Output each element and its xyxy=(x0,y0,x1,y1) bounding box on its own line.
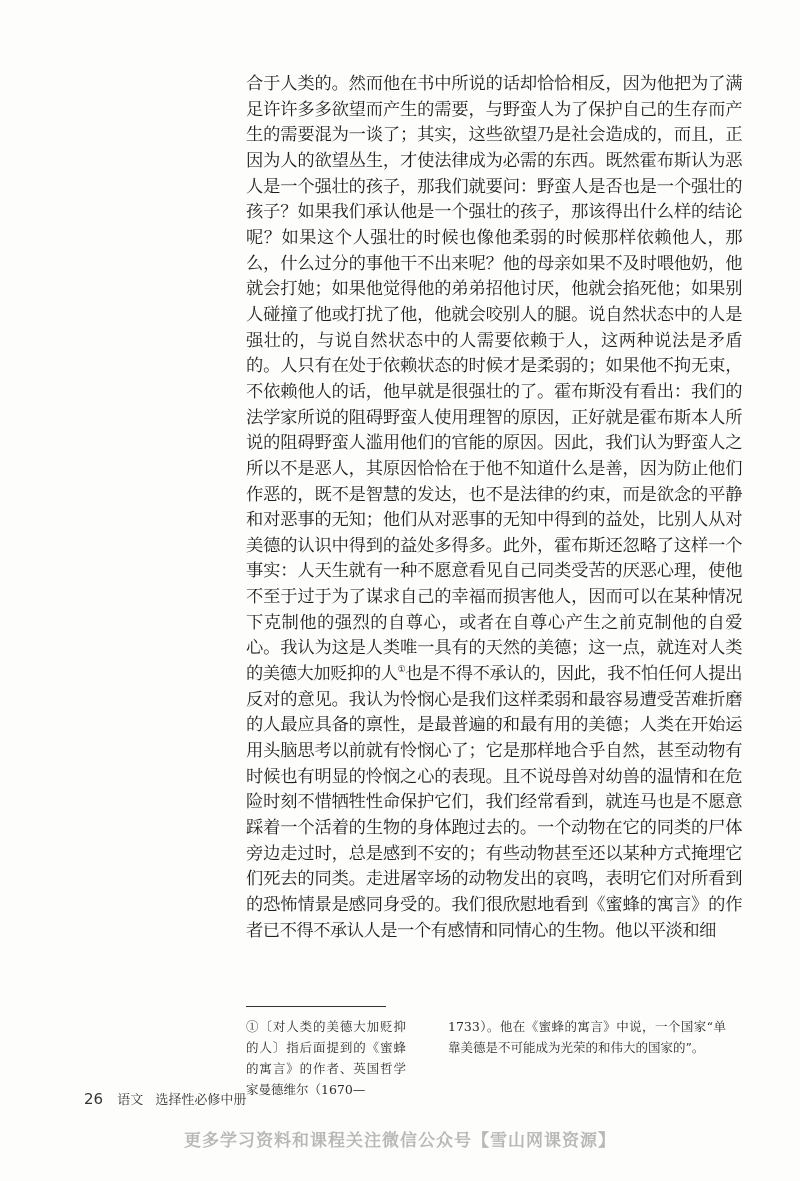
footnote-reference[interactable]: ① xyxy=(397,665,406,676)
footnote-left-column: ①〔对人类的美德大加贬抑的人〕指后面提到的《蜜蜂的寓言》的作者、英国哲学家曼德维尔（1670— xyxy=(246,1019,406,1097)
footnote-right-column: 1733）。他在《蜜蜂的寓言》中说，一个国家“单靠美德是不可能成为光荣的和伟大的国家的”。 xyxy=(448,1019,726,1055)
book-title: 选择性必修中册 xyxy=(155,1093,247,1108)
page-footer xyxy=(84,1089,246,1108)
main-text-part-2: 也是不得不承认的，因此，我不怕任何人提出反对的意见。我认为怜悯心是我们这样柔弱和最容易遭受苦难折磨的人最应具备的禀性，是最普遍的和最有用的美德；人类在开始运用头脑思考以前就有怜悯心了；它是那样地合乎自然，甚至动物有时候也有明显的怜悯之心的表现。且不说母兽对幼兽的温情和在危险时刻不惜牺牲性命保护它们，我们经常看到，就连马也是不愿意踩着一个活着的生物的身体跑过去的。一个动物在它的同类的尸体旁边走过时，总是感到不安的；有些动物甚至还以某种方式掩埋它们死去的同类。走进屠宰场的动物发出的哀鸣，表明它们对所看到的恐怖情景是感同身受的。我们很欣慰地看到《蜜蜂的寓言》的作者已不得不承认人是一个有感情和同情心的生物。他以平淡和细 xyxy=(246,664,742,941)
page-number: 26 xyxy=(84,1090,104,1108)
main-text xyxy=(246,72,742,944)
main-text-part-1: 合于人类的。然而他在书中所说的话却恰恰相反，因为他把为了满足许许多多欲望而产生的需要，与野蛮人为了保护自己的生存而产生的需要混为一谈了；其实，这些欲望乃是社会造成的，而且，正因为人的欲望丛生，才使法律成为必需的东西。既然霍布斯认为恶人是一个强壮的孩子，那我们就要问：野蛮人是否也是一个强壮的孩子？如果我们承认他是一个强壮的孩子，那该得出什么样的结论呢？如果这个人强壮的时候也像他柔弱的时候那样依赖他人，那么，什么过分的事他干不出来呢？他的母亲如果不及时喂他奶，他就会打她；如果他觉得他的弟弟招他讨厌，他就会掐死他；如果别人碰撞了他或打扰了他，他就会咬别人的腿。说自然状态中的人是强壮的，与说自然状态中的人需要依赖于人，这两种说法是矛盾的。人只有在处于依赖状态的时候才是柔弱的；如果他不拘无束，不依赖他人的话，他早就是很强壮的了。霍布斯没有看出：我们的法学家所说的阻碍野蛮人使用理智的原因，正好就是霍布斯本人所说的阻碍野蛮人滥用他们的官能的原因。因此，我们认为野蛮人之所以不是恶人，其原因恰恰在于他不知道什么是善，因为防止他们作恶的，既不是智慧的发达，也不是法律的约束，而是欲念的平静和对恶事的无知；他们从对恶事的无知中得到的益处，比别人从对美德的认识中得到的益处多得多。此外，霍布斯还忽略了这样一个事实：人天生就有一种不愿意看见自己同类受苦的厌恶心理，使他不至于过于为了谋求自己的幸福而损害他人，因而可以在某种情况下克制他的强烈的自尊心，或者在自尊心产生之前克制他的自爱心。我认为这是人类唯一具有的天然的美德；这一点，就连对人类的美德大加贬抑的人 xyxy=(246,74,742,685)
footnote-divider xyxy=(246,1006,386,1007)
watermark-text: 更多学习资料和课程关注微信公众号【雪山网课资源】 xyxy=(184,1131,616,1151)
subject-label: 语文 xyxy=(117,1093,144,1108)
